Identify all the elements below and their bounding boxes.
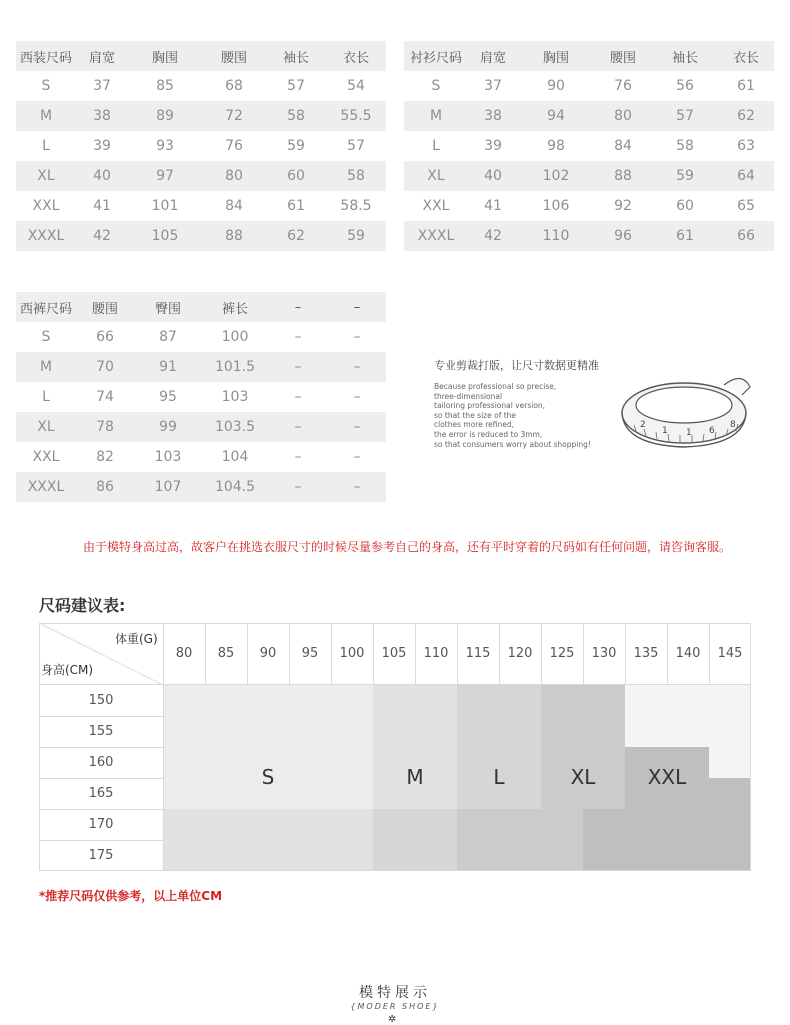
table-cell: 59 <box>326 221 386 251</box>
table-cell: 84 <box>614 138 632 154</box>
table-row <box>16 382 386 412</box>
disclaimer: *推荐尺码仅供参考，以上单位CM <box>39 889 223 903</box>
table-cell: XXXL <box>16 472 76 502</box>
table-cell: 101 <box>151 198 179 214</box>
table-cell: 95 <box>159 389 177 405</box>
table-cell: XXL <box>32 449 60 465</box>
grid-line <box>709 623 710 685</box>
promo-title: 专业剪裁打版，让尺寸数据更精准 <box>434 359 599 372</box>
header-cell: 胸围 <box>128 41 202 71</box>
table-row <box>16 221 386 251</box>
size-zone <box>625 685 751 747</box>
table-row <box>16 442 386 472</box>
table-cell: 66 <box>718 221 774 251</box>
table-header-row <box>16 292 386 322</box>
grid-line <box>39 870 751 871</box>
table-cell: – <box>328 472 386 502</box>
table-cell: 41 <box>93 198 111 214</box>
header-cell: 腰围 <box>202 41 266 71</box>
table-cell: 76 <box>225 138 243 154</box>
grid-line <box>415 623 416 685</box>
height-axis-label: 身高(CM) <box>41 663 94 677</box>
table-cell: 57 <box>287 78 305 94</box>
grid-line <box>750 623 751 871</box>
table-cell: 80 <box>202 161 266 191</box>
table-cell: – <box>328 412 386 442</box>
table-cell: 61 <box>287 198 305 214</box>
size-label: XXL <box>647 765 687 789</box>
table-cell: – <box>353 329 361 345</box>
header-cell: 衣长 <box>718 41 774 71</box>
weight-cell: 140 <box>675 646 701 661</box>
table-cell: 93 <box>156 138 174 154</box>
table-cell: XXL <box>422 198 450 214</box>
grid-line <box>667 623 668 685</box>
tailoring-promo <box>434 355 774 465</box>
svg-text:8: 8 <box>730 420 736 430</box>
table-cell: 84 <box>225 198 243 214</box>
svg-text:6: 6 <box>709 426 715 436</box>
size-suggestion-grid <box>39 623 751 871</box>
table-row <box>404 131 774 161</box>
table-cell: XL <box>16 412 76 442</box>
header-cell: 胸围 <box>518 41 594 71</box>
table-header-row <box>404 41 774 71</box>
table-cell: 89 <box>128 101 202 131</box>
size-label: S <box>261 765 275 789</box>
table-cell: 66 <box>96 329 114 345</box>
table-header-row <box>16 41 386 71</box>
table-cell: 88 <box>594 161 652 191</box>
header-cell: 袖长 <box>266 41 326 71</box>
table-row <box>16 161 386 191</box>
table-cell: 42 <box>468 221 518 251</box>
size-zone <box>163 685 373 809</box>
header-cell: 肩宽 <box>76 41 128 71</box>
header-cell: 袖长 <box>652 41 718 71</box>
size-label: M <box>406 765 424 789</box>
table-cell: 104.5 <box>202 472 268 502</box>
promo-line: clothes more refined, <box>434 420 514 430</box>
weight-axis-label: 体重(G) <box>115 632 158 646</box>
table-row <box>16 71 386 101</box>
table-row <box>16 472 386 502</box>
weight-cell: 135 <box>633 646 659 661</box>
svg-text:1: 1 <box>686 428 692 438</box>
table-cell: 106 <box>542 198 570 214</box>
size-label: L <box>493 765 505 789</box>
size-zone <box>373 809 457 871</box>
grid-line <box>457 623 458 685</box>
table-cell: 60 <box>676 198 694 214</box>
grid-line <box>39 809 163 810</box>
header-cell: – <box>328 292 386 322</box>
grid-line <box>39 778 163 779</box>
grid-line <box>39 623 751 624</box>
table-cell: 92 <box>614 198 632 214</box>
table-cell: – <box>328 352 386 382</box>
grid-line <box>163 623 164 871</box>
size-suggestion-title: 尺码建议表: <box>39 596 126 615</box>
weight-cell: 125 <box>549 646 575 661</box>
table-cell: 87 <box>159 329 177 345</box>
weight-cell: 100 <box>339 646 365 661</box>
table-cell: M <box>16 101 76 131</box>
table-cell: 101.5 <box>202 352 268 382</box>
table-cell: S <box>41 78 51 94</box>
table-cell: XXXL <box>16 221 76 251</box>
table-cell: 102 <box>518 161 594 191</box>
shirt-size-table <box>404 41 774 251</box>
tape-measure-icon <box>614 365 754 460</box>
grid-line <box>583 623 584 685</box>
table-cell: – <box>353 389 361 405</box>
table-cell: 96 <box>594 221 652 251</box>
table-cell: 63 <box>737 138 755 154</box>
header-cell: 裤长 <box>202 292 268 322</box>
table-cell: S <box>431 78 441 94</box>
promo-line: tailoring professional version, <box>434 401 546 411</box>
grid-line <box>373 623 374 685</box>
table-cell: XXL <box>32 198 60 214</box>
table-cell: 38 <box>468 101 518 131</box>
svg-text:1: 1 <box>662 426 668 436</box>
table-cell: 42 <box>76 221 128 251</box>
table-cell: 65 <box>737 198 755 214</box>
table-cell: – <box>268 472 328 502</box>
size-label: XL <box>570 765 596 789</box>
height-cell: 155 <box>88 724 114 739</box>
grid-line <box>39 747 163 748</box>
table-cell: – <box>294 449 302 465</box>
grid-line <box>247 623 248 685</box>
table-cell: L <box>432 138 440 154</box>
size-zone <box>541 685 625 809</box>
table-cell: 100 <box>221 329 249 345</box>
table-cell: 37 <box>93 78 111 94</box>
table-cell: 99 <box>134 412 202 442</box>
promo-line: so that consumers worry about shopping! <box>434 439 591 449</box>
table-cell: 58 <box>326 161 386 191</box>
table-row <box>16 412 386 442</box>
table-cell: 59 <box>652 161 718 191</box>
table-cell: – <box>294 389 302 405</box>
weight-cell: 110 <box>423 646 449 661</box>
promo-line: the error is reduced to 3mm, <box>434 429 543 439</box>
table-cell: L <box>42 389 50 405</box>
weight-cell: 120 <box>507 646 533 661</box>
size-zone <box>457 685 541 809</box>
table-cell: 61 <box>737 78 755 94</box>
table-cell: 70 <box>76 352 134 382</box>
table-cell: 54 <box>347 78 365 94</box>
model-show-title: 模特展示 <box>359 985 431 1001</box>
promo-line: three-dimensional <box>434 391 503 401</box>
table-cell: XXXL <box>404 221 468 251</box>
header-cell: 臀围 <box>134 292 202 322</box>
table-cell: 60 <box>266 161 326 191</box>
table-cell: 58 <box>676 138 694 154</box>
table-cell: 74 <box>96 389 114 405</box>
size-zone <box>457 809 583 871</box>
height-cell: 175 <box>88 848 114 863</box>
weight-cell: 115 <box>465 646 491 661</box>
table-cell: – <box>268 412 328 442</box>
table-cell: 38 <box>76 101 128 131</box>
header-cell: 腰围 <box>594 41 652 71</box>
table-cell: 58 <box>266 101 326 131</box>
table-cell: 90 <box>547 78 565 94</box>
table-cell: 88 <box>202 221 266 251</box>
table-cell: 103.5 <box>202 412 268 442</box>
table-cell: 58.5 <box>340 198 372 214</box>
header-cell: 西装尺码 <box>16 41 76 71</box>
size-zone <box>583 809 751 871</box>
table-cell: 103 <box>221 389 249 405</box>
table-cell: – <box>294 329 302 345</box>
table-cell: 62 <box>718 101 774 131</box>
table-cell: 76 <box>614 78 632 94</box>
table-cell: L <box>42 138 50 154</box>
table-cell: 37 <box>484 78 502 94</box>
size-zone <box>373 685 457 809</box>
table-cell: XL <box>16 161 76 191</box>
table-cell: 104 <box>221 449 249 465</box>
grid-line <box>205 623 206 685</box>
grid-line <box>39 623 40 871</box>
table-cell: M <box>16 352 76 382</box>
height-cell: 150 <box>88 693 114 708</box>
table-cell: 40 <box>76 161 128 191</box>
header-cell: – <box>268 292 328 322</box>
table-cell: 56 <box>676 78 694 94</box>
weight-cell: 105 <box>381 646 407 661</box>
table-cell: 110 <box>518 221 594 251</box>
suit-size-table <box>16 41 386 251</box>
table-row <box>16 322 386 352</box>
table-cell: 107 <box>134 472 202 502</box>
promo-line: Because professional so precise, <box>434 382 557 391</box>
table-row <box>16 131 386 161</box>
table-cell: 55.5 <box>326 101 386 131</box>
table-cell: 94 <box>518 101 594 131</box>
table-cell: 91 <box>134 352 202 382</box>
size-notice: 由于模特身高过高，故客户在挑选衣服尺寸的时候尽量参考自己的身高，还有平时穿着的尺码如有任何问题，请咨询客服。 <box>82 540 731 554</box>
table-row <box>16 352 386 382</box>
grid-line <box>39 684 751 685</box>
weight-cell: 130 <box>591 646 617 661</box>
table-cell: 103 <box>154 449 182 465</box>
table-cell: 86 <box>76 472 134 502</box>
table-row <box>16 191 386 221</box>
promo-text <box>434 382 619 449</box>
table-cell: – <box>268 352 328 382</box>
weight-cell: 95 <box>301 646 319 661</box>
table-cell: 78 <box>76 412 134 442</box>
table-cell: 62 <box>266 221 326 251</box>
table-row <box>404 101 774 131</box>
grid-line <box>39 840 163 841</box>
table-cell: 40 <box>468 161 518 191</box>
header-cell: 西裤尺码 <box>16 292 76 322</box>
promo-line: so that the size of the <box>434 410 517 420</box>
model-show-subtitle: {MODER SHOE} <box>350 1002 440 1011</box>
table-cell: – <box>353 449 361 465</box>
table-row <box>404 71 774 101</box>
table-cell: 68 <box>225 78 243 94</box>
table-cell: 59 <box>287 138 305 154</box>
table-cell: 85 <box>156 78 174 94</box>
header-cell: 衣长 <box>326 41 386 71</box>
table-row <box>404 221 774 251</box>
weight-cell: 85 <box>217 646 235 661</box>
table-cell: S <box>41 329 51 345</box>
weight-cell: 145 <box>717 646 743 661</box>
grid-line <box>289 623 290 685</box>
table-cell: 80 <box>594 101 652 131</box>
table-cell: 97 <box>128 161 202 191</box>
table-cell: 82 <box>96 449 114 465</box>
grid-line <box>331 623 332 685</box>
table-cell: 39 <box>93 138 111 154</box>
table-row <box>16 101 386 131</box>
table-cell: 57 <box>347 138 365 154</box>
header-cell: 肩宽 <box>468 41 518 71</box>
weight-cell: 90 <box>259 646 277 661</box>
table-row <box>404 191 774 221</box>
grid-line <box>499 623 500 685</box>
height-cell: 170 <box>88 817 114 832</box>
table-cell: 61 <box>652 221 718 251</box>
grid-line <box>39 716 163 717</box>
grid-line <box>541 623 542 685</box>
header-cell: 衬衫尺码 <box>404 41 468 71</box>
size-zone <box>709 778 751 809</box>
table-cell: 41 <box>484 198 502 214</box>
size-zone <box>163 809 373 871</box>
header-cell: 腰围 <box>76 292 134 322</box>
flower-ornament-icon: ✲ <box>388 1014 397 1025</box>
table-row <box>404 161 774 191</box>
table-cell: M <box>404 101 468 131</box>
table-cell: 105 <box>128 221 202 251</box>
height-cell: 165 <box>88 786 114 801</box>
table-cell: 57 <box>652 101 718 131</box>
weight-cell: 80 <box>175 646 193 661</box>
table-cell: 39 <box>484 138 502 154</box>
table-cell: 98 <box>547 138 565 154</box>
svg-text:2: 2 <box>640 420 646 430</box>
table-cell: 64 <box>718 161 774 191</box>
pants-size-table <box>16 292 386 502</box>
table-cell: XL <box>404 161 468 191</box>
height-cell: 160 <box>88 755 114 770</box>
grid-line <box>625 623 626 685</box>
table-cell: 72 <box>202 101 266 131</box>
